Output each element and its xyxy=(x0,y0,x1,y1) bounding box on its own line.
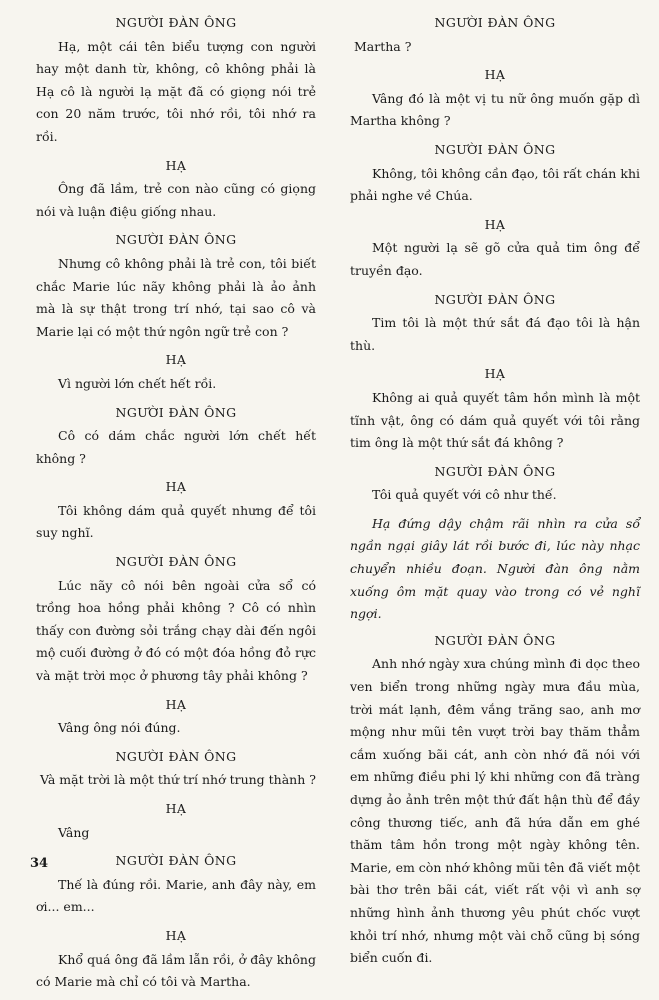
dialogue-line: Vâng đó là một vị tu nữ ông muốn gặp dì Martha không ? xyxy=(350,90,640,129)
speaker-label: NGƯỜI ĐÀN ÔNG xyxy=(115,232,237,248)
speaker-label: NGƯỜI ĐÀN ÔNG xyxy=(115,853,237,869)
dialogue-line: Khổ quá ông đã lầm lẫn rồi, ở đây không có Marie mà chỉ có tôi và Martha. xyxy=(36,951,316,990)
dialogue-line: Ông đã lầm, trẻ con nào cũng có giọng nói và luận điệu giống nhau. xyxy=(36,181,316,219)
speaker-label: HẠ xyxy=(165,696,187,712)
speaker-label: NGƯỜI ĐÀN ÔNG xyxy=(115,404,237,420)
dialogue-line: Không ai quả quyết tâm hồn mình là một tĩnh vật, ông có dám quả quyết với tôi rằng tim ông là một thứ sắt đá không ? xyxy=(350,389,640,451)
dialogue-line: Và mặt trời là một thứ trí nhớ trung thành ? xyxy=(40,772,316,788)
stage-direction: Hạ đứng dậy chậm rãi nhìn ra cửa sổ ngần ngại giây lát rồi bước đi, lúc này nhạc chuyển nhiều đoạn. Người đàn ông nằm xuống ôm mặt quay vào trong có vẻ nghĩ ngợi. xyxy=(350,515,640,622)
speaker-label: NGƯỜI ĐÀN ÔNG xyxy=(115,554,237,570)
dialogue-line: Anh nhớ ngày xưa chúng mình đi dọc theo ven biển trong những ngày mưa đầu mùa, trời mát lạnh, đêm vắng trăng sao, anh mơ mộng như mũi tên vượt trời bay thăm thẳm cắm xuống bãi cát, anh còn nhớ đã nói với em những điều phi lý khi những con đã tràng dựng ảo ảnh trên một thứ đất hận thù để đầy công thương tiếc, anh đã hứa dẫn em ghé thăm tâm hồn trong một ngày không tên. Marie, em còn nhớ không mũi tên đã viết một bài thơ trên bãi cát, viết rất vội vì anh sợ những hình ảnh thương yêu phút chốc vượt khỏi trí nhớ, nhưng một vài chỗ cũng bị sóng biển cuốn đi. xyxy=(350,656,641,966)
speaker-label: NGƯỜI ĐÀN ÔNG xyxy=(434,141,556,157)
dialogue-line: Tôi quả quyết với cô như thế. xyxy=(372,487,557,503)
dialogue-line: Một người lạ sẽ gõ cửa quả tim ông để truyền đạo. xyxy=(350,240,640,278)
speaker-label: HẠ xyxy=(165,927,187,943)
speaker-label: HẠ xyxy=(484,216,506,232)
speaker-label: HẠ xyxy=(165,352,187,368)
speaker-label: HẠ xyxy=(165,479,187,495)
dialogue-line: Nhưng cô không phải là trẻ con, tôi biết chắc Marie lúc nãy không phải là ảo ảnh mà là sự thật trong trí nhớ, tại sao cô và Marie lại có một thứ ngôn ngữ trẻ con ? xyxy=(36,255,316,339)
dialogue-line: Vâng xyxy=(58,824,90,840)
dialogue-line: Không, tôi không cần đạo, tôi rất chán khi phải nghe về Chúa. xyxy=(350,165,640,204)
speaker-label: HẠ xyxy=(484,67,506,83)
dialogue-line: Thế là đúng rồi. Marie, anh đây này, em ơi... em... xyxy=(36,876,316,915)
dialogue-line: Tim tôi là một thứ sắt đá đạo tôi là hận thù. xyxy=(350,315,640,353)
speaker-label: NGƯỜI ĐÀN ÔNG xyxy=(434,632,556,648)
speaker-label: NGƯỜI ĐÀN ÔNG xyxy=(115,15,237,30)
dialogue-line: Tôi không dám quả quyết nhưng để tôi suy nghĩ. xyxy=(36,502,316,541)
dialogue-line: Cô có dám chắc người lớn chết hết không ? xyxy=(36,428,316,466)
dialogue-line: Lúc nãy cô nói bên ngoài cửa sổ có trồng hoa hồng phải không ? Cô có nhìn thấy con đường sỏi trắng chạy dài đến ngôi mộ cuối đường ở đó có một đóa hồng đỏ rực và mặt trời mọc ở phương tây phải không ? xyxy=(36,577,316,684)
dialogue-line: Hạ, một cái tên biểu tượng con người hay một danh từ, không, cô không phải là Hạ cô là người lạ mặt đã có giọng nói trẻ con 20 năm trước, tôi nhớ rồi, tôi nhớ ra rồi. xyxy=(36,38,316,144)
left-column xyxy=(36,10,316,1000)
page-number: 34 xyxy=(30,856,49,871)
speaker-label: HẠ xyxy=(484,366,506,382)
speaker-label: NGƯỜI ĐÀN ÔNG xyxy=(115,748,237,764)
speaker-label: NGƯỜI ĐÀN ÔNG xyxy=(434,463,556,479)
speaker-label: NGƯỜI ĐÀN ÔNG xyxy=(434,291,556,307)
speaker-label: HẠ xyxy=(165,801,187,816)
dialogue-line: Vâng ông nói đúng. xyxy=(58,720,181,736)
speaker-label: HẠ xyxy=(165,157,187,173)
dialogue-line: Martha ? xyxy=(354,38,412,54)
speaker-label: NGƯỜI ĐÀN ÔNG xyxy=(434,15,556,30)
dialogue-line: Vì người lớn chết hết rồi. xyxy=(58,375,217,391)
right-column xyxy=(350,10,640,976)
